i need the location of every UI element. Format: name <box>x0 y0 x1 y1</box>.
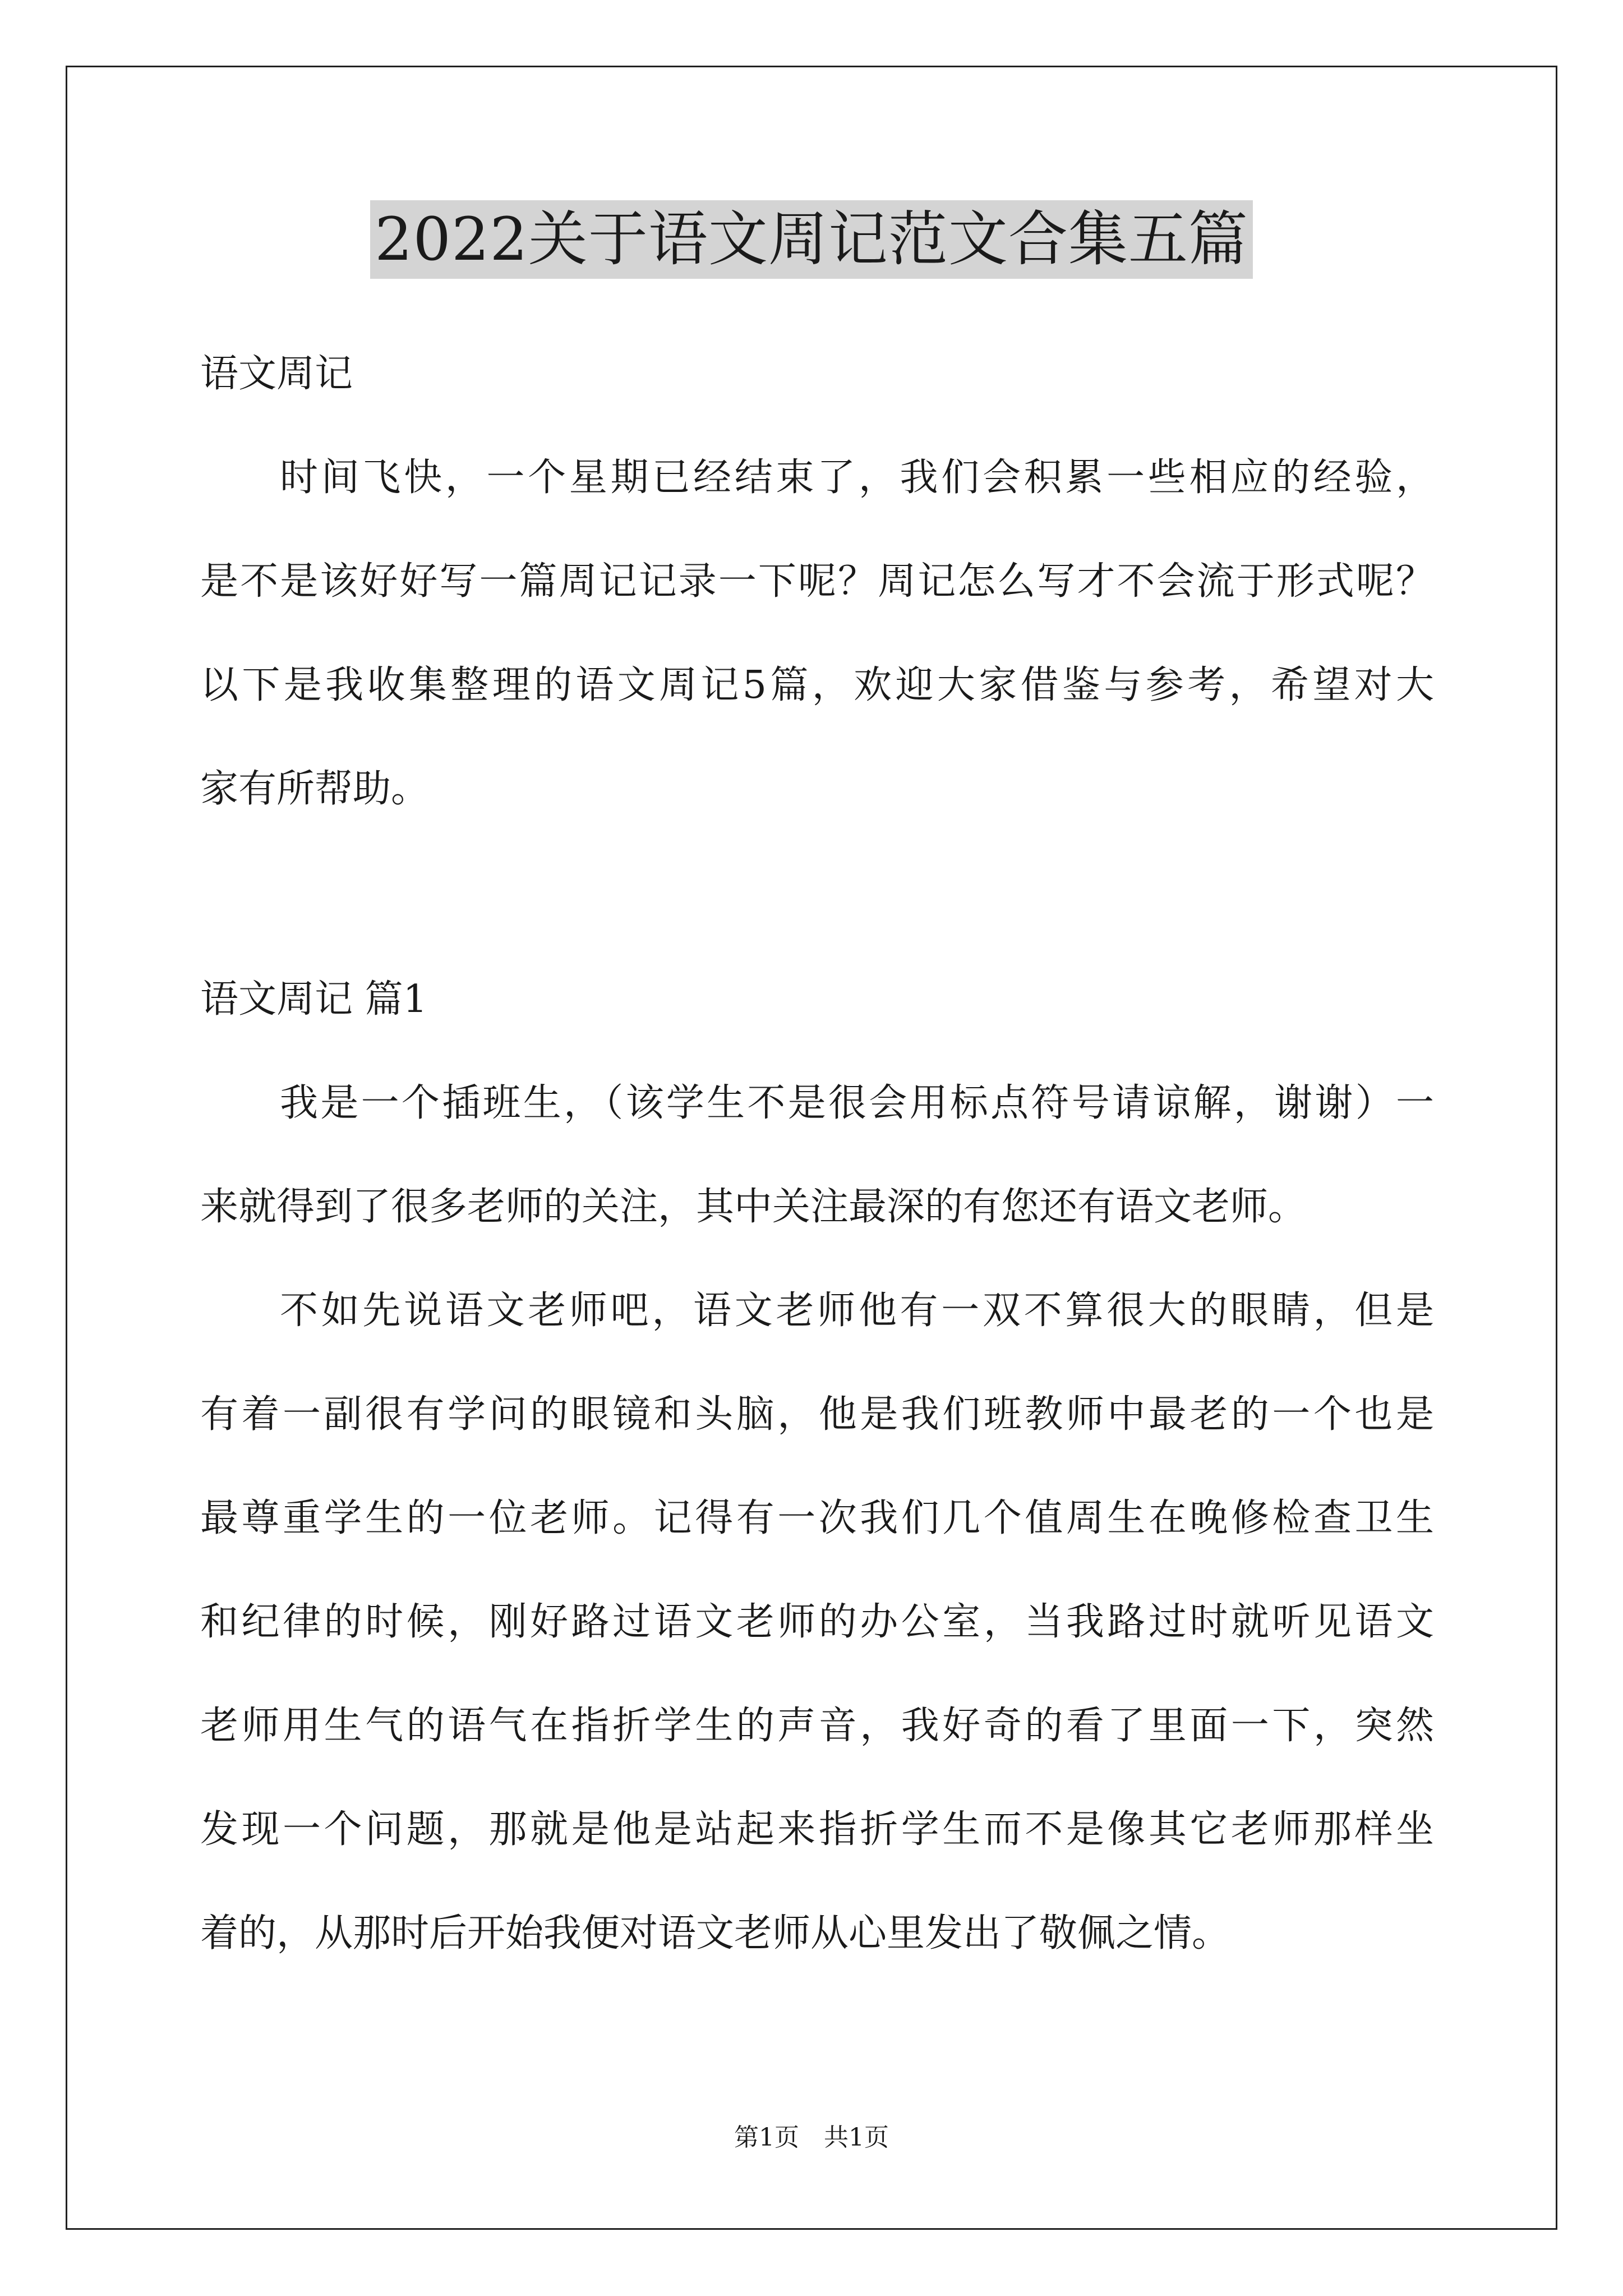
intro-paragraph <box>200 453 1434 815</box>
spacer <box>200 868 1434 974</box>
paragraph-line: 和纪律的时候，刚好路过语文老师的办公室，当我路过时就听见语文 <box>200 1600 1434 1644</box>
paragraph-line: 以下是我收集整理的语文周记5篇，欢迎大家借鉴与参考，希望对大 <box>200 663 1434 707</box>
document-body <box>200 349 1434 2012</box>
paragraph-line: 来就得到了很多老师的关注，其中关注最深的有您还有语文老师。 <box>200 1185 1307 1229</box>
paragraph-line: 不如先说语文老师吧，语文老师他有一双不算很大的眼睛，但是 <box>280 1289 1434 1333</box>
paragraph-line: 我是一个插班生，（该学生不是很会用标点符号请谅解，谢谢）一 <box>280 1081 1434 1125</box>
paragraph-line: 时间飞快，一个星期已经结束了，我们会积累一些相应的经验， <box>280 455 1434 500</box>
paragraph-line: 最尊重学生的一位老师。记得有一次我们几个值周生在晚修检查卫生 <box>200 1496 1434 1540</box>
spacer <box>200 399 1434 453</box>
section1-paragraph-1 <box>200 1078 1434 1232</box>
document-title: 2022关于语文周记范文合集五篇 <box>370 200 1253 279</box>
intro-heading: 语文周记 <box>200 352 353 396</box>
paragraph-line: 着的，从那时后开始我便对语文老师从心里发出了敬佩之情。 <box>200 1911 1230 1955</box>
paragraph-line: 有着一副很有学问的眼镜和头脑，他是我们班教师中最老的一个也是 <box>200 1392 1434 1437</box>
title-container <box>0 200 1623 279</box>
section1-paragraph-2 <box>200 1286 1434 1959</box>
paragraph-line: 老师用生气的语气在指折学生的声音，我好奇的看了里面一下，突然 <box>200 1704 1434 1748</box>
section1-heading: 语文周记 篇1 <box>200 977 427 1022</box>
paragraph-line: 是不是该好好写一篇周记记录一下呢？周记怎么写才不会流于形式呢？ <box>200 559 1434 604</box>
paragraph-line: 发现一个问题，那就是他是站起来指折学生而不是像其它老师那样坐 <box>200 1807 1434 1852</box>
spacer <box>200 1025 1434 1078</box>
paragraph-line: 家有所帮助。 <box>200 767 430 811</box>
page-footer: 第1页 共1页 <box>734 2123 889 2152</box>
